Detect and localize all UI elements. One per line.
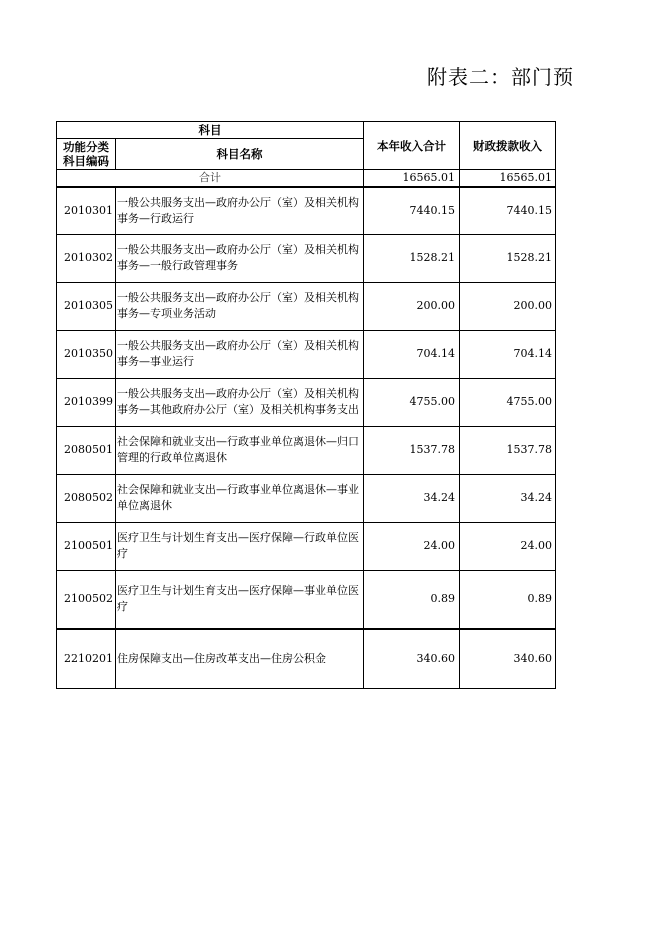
row-total-income: 4755.00 — [364, 378, 460, 426]
row-code: 2010305 — [57, 282, 116, 330]
header-subject: 科目 — [57, 122, 364, 139]
row-fiscal-income: 7440.15 — [460, 187, 556, 234]
row-code: 2010399 — [57, 378, 116, 426]
row-name: 一般公共服务支出—政府办公厅（室）及相关机构事务—一般行政管理事务 — [116, 234, 364, 282]
row-total-income: 7440.15 — [364, 187, 460, 234]
table-row — [57, 378, 556, 426]
row-code: 2080502 — [57, 474, 116, 522]
header-total-income: 本年收入合计 — [364, 122, 460, 170]
row-code: 2080501 — [57, 426, 116, 474]
row-fiscal-income: 340.60 — [460, 629, 556, 688]
row-name: 一般公共服务支出—政府办公厅（室）及相关机构事务—专项业务活动 — [116, 282, 364, 330]
row-name: 医疗卫生与计划生育支出—医疗保障—行政单位医疗 — [116, 522, 364, 570]
table-row — [57, 187, 556, 234]
budget-table — [56, 121, 556, 689]
row-fiscal-income: 24.00 — [460, 522, 556, 570]
row-total-income: 24.00 — [364, 522, 460, 570]
row-fiscal-income: 200.00 — [460, 282, 556, 330]
total-income-value: 16565.01 — [364, 170, 460, 188]
row-code: 2010350 — [57, 330, 116, 378]
row-name: 一般公共服务支出—政府办公厅（室）及相关机构事务—行政运行 — [116, 187, 364, 234]
total-fiscal-value: 16565.01 — [460, 170, 556, 188]
row-code: 2100501 — [57, 522, 116, 570]
row-total-income: 200.00 — [364, 282, 460, 330]
header-row-1 — [57, 122, 556, 139]
table-row — [57, 426, 556, 474]
table-row — [57, 330, 556, 378]
header-fiscal-income: 财政拨款收入 — [460, 122, 556, 170]
row-fiscal-income: 704.14 — [460, 330, 556, 378]
row-total-income: 1537.78 — [364, 426, 460, 474]
row-total-income: 0.89 — [364, 570, 460, 629]
header-func-code: 功能分类 科目编码 — [57, 139, 116, 170]
row-name: 医疗卫生与计划生育支出—医疗保障—事业单位医疗 — [116, 570, 364, 629]
table-row — [57, 474, 556, 522]
row-fiscal-income: 0.89 — [460, 570, 556, 629]
row-name: 社会保障和就业支出—行政事业单位离退休—事业单位离退休 — [116, 474, 364, 522]
row-total-income: 340.60 — [364, 629, 460, 688]
row-code: 2010302 — [57, 234, 116, 282]
table-row — [57, 629, 556, 688]
row-fiscal-income: 4755.00 — [460, 378, 556, 426]
table-row — [57, 234, 556, 282]
table-row — [57, 570, 556, 629]
header-subject-name: 科目名称 — [116, 139, 364, 170]
total-row — [57, 170, 556, 188]
row-fiscal-income: 1537.78 — [460, 426, 556, 474]
row-fiscal-income: 34.24 — [460, 474, 556, 522]
row-total-income: 1528.21 — [364, 234, 460, 282]
row-name: 一般公共服务支出—政府办公厅（室）及相关机构事务—事业运行 — [116, 330, 364, 378]
row-code: 2010301 — [57, 187, 116, 234]
page-title: 附表二：部门预 — [427, 65, 574, 89]
row-name: 社会保障和就业支出—行政事业单位离退休—归口管理的行政单位离退休 — [116, 426, 364, 474]
row-code: 2100502 — [57, 570, 116, 629]
total-label: 合计 — [57, 170, 364, 188]
row-code: 2210201 — [57, 629, 116, 688]
row-total-income: 704.14 — [364, 330, 460, 378]
row-name: 一般公共服务支出—政府办公厅（室）及相关机构事务—其他政府办公厅（室）及相关机构事务支出 — [116, 378, 364, 426]
row-total-income: 34.24 — [364, 474, 460, 522]
row-fiscal-income: 1528.21 — [460, 234, 556, 282]
table-row — [57, 522, 556, 570]
row-name: 住房保障支出—住房改革支出—住房公积金 — [116, 629, 364, 688]
table-row — [57, 282, 556, 330]
